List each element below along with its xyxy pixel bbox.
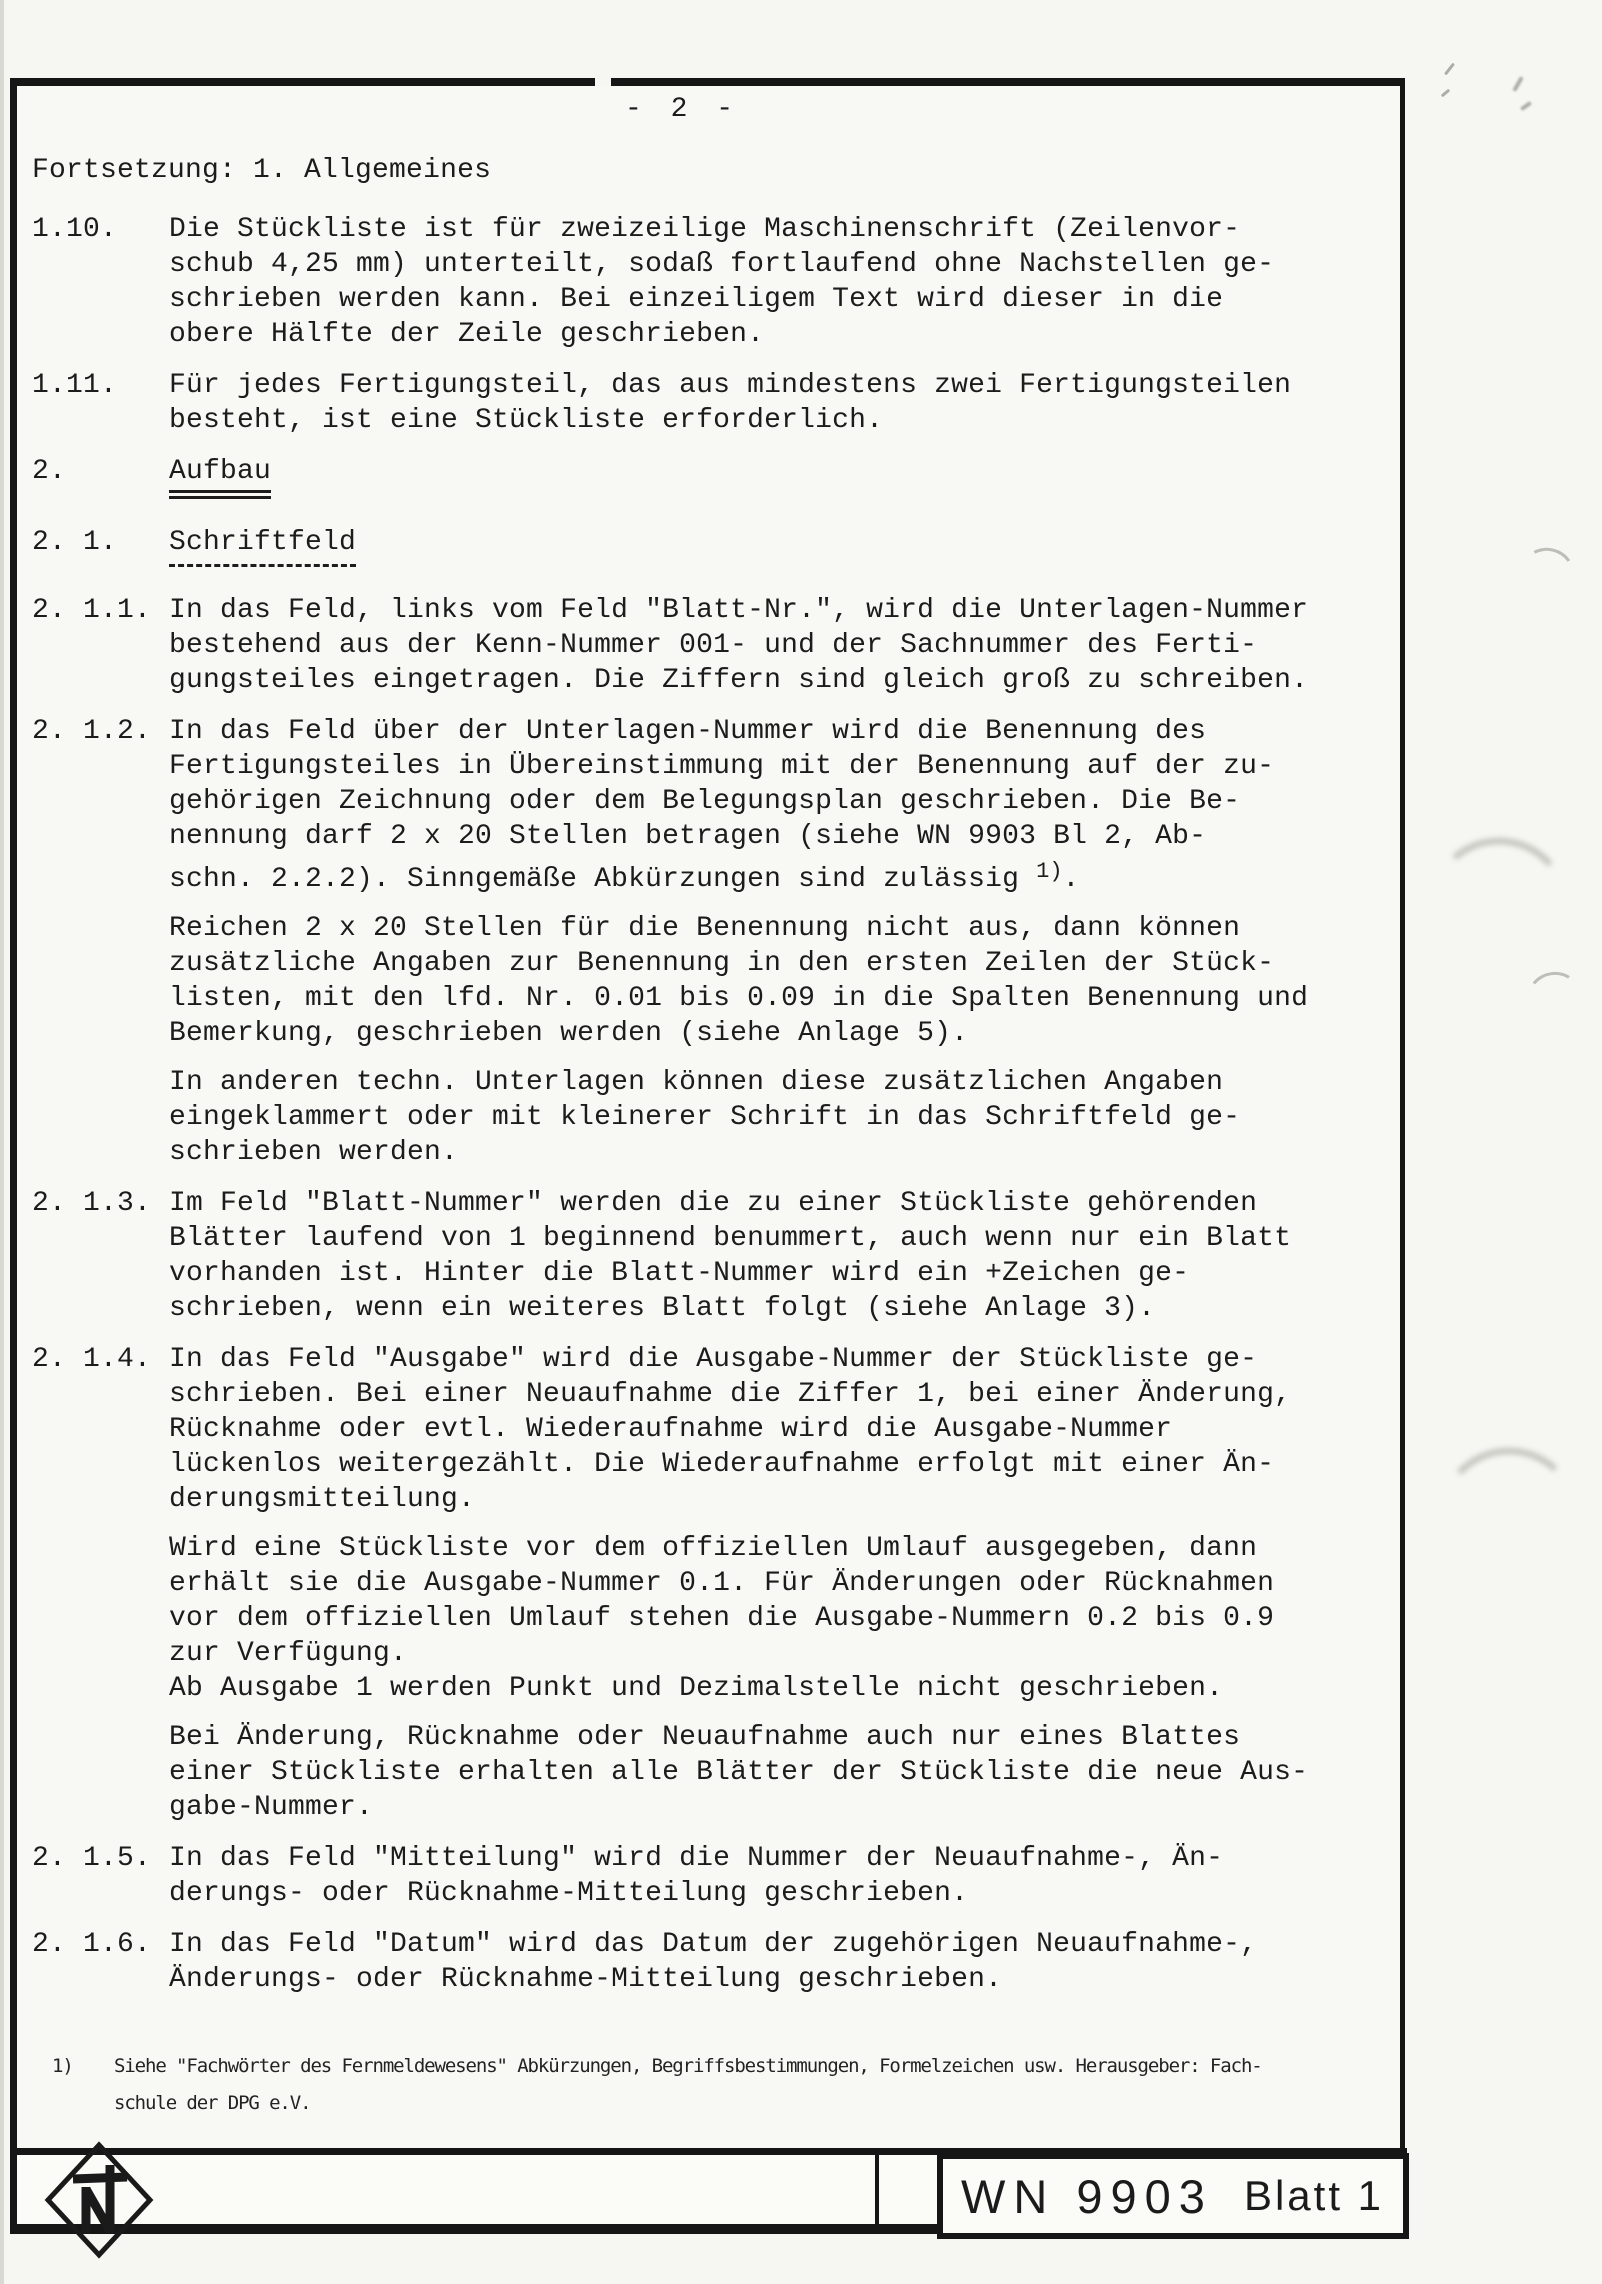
section-number: 2. 1.4. xyxy=(32,1344,152,1375)
doc-number-cell: WN 9903 xyxy=(937,2153,1237,2239)
footnote-reference: 1) xyxy=(1036,859,1063,884)
paragraph-text: Wird eine Stückliste vor dem offiziellen Umlauf ausgegeben, dann erhält sie die Ausgabe-Nummer 0.1. Für Änderungen oder Rücknahmen vor dem offiziellen Umlauf stehen die Ausgabe-Nummern 0.2 bis 0.9 zur Verfügung. Ab Ausgabe 1 werden Punkt und Dezimalstelle nicht geschrieben. xyxy=(169,1533,1275,1704)
footnote xyxy=(52,2048,1352,2122)
section xyxy=(32,454,1382,499)
pencil-mark xyxy=(1441,89,1451,98)
paragraph-text: Reichen 2 x 20 Stellen für die Benennung nicht aus, dann können zusätzliche Angaben zur Benennung in den ersten Zeilen der Stück- listen, mit den lfd. Nr. 0.01 bis 0.09 in die Spalten Benennung und Bemerkung, geschrieben werden (siehe Anlage 5). xyxy=(169,913,1309,1049)
section xyxy=(32,212,1382,352)
section xyxy=(32,593,1382,698)
section xyxy=(32,1186,1382,1326)
section-number: 1.10. xyxy=(32,214,118,245)
section-number: 2. 1.5. xyxy=(32,1843,152,1874)
page-number: - 2 - xyxy=(624,94,739,125)
scan-edge-shadow xyxy=(0,0,4,2284)
typed-content xyxy=(32,92,1382,2013)
section xyxy=(32,1927,1382,1997)
pencil-mark xyxy=(1520,101,1532,111)
footer-band xyxy=(10,2148,1407,2234)
page-curl-mark xyxy=(1524,968,1583,1022)
section-number: 2. 1.6. xyxy=(32,1929,152,1960)
paragraph-text: Bei Änderung, Rücknahme oder Neuaufnahme auch nur eines Blattes einer Stückliste erhalten alle Blätter der Stückliste die neue Aus- gabe-Nummer. xyxy=(169,1722,1309,1823)
section xyxy=(32,714,1382,1170)
section-body xyxy=(169,212,1382,352)
section-body xyxy=(169,525,1382,567)
section-number: 2. 1.2. xyxy=(32,716,152,747)
pencil-mark xyxy=(1444,63,1455,76)
page-curl-mark xyxy=(1517,542,1579,599)
section xyxy=(32,1342,1382,1825)
footnote-marker: 1) xyxy=(52,2055,73,2077)
punch-hole-artifact xyxy=(1423,833,1575,985)
section xyxy=(32,525,1382,567)
paragraph-text: In das Feld, links vom Feld "Blatt-Nr.", wird die Unterlagen-Nummer bestehend aus der Kenn-Nummer 001- und der Sachnummer des Ferti- gungsteiles eingetragen. Die Ziffern sind gleich groß zu schreiben. xyxy=(169,595,1309,696)
section-body xyxy=(169,454,1382,499)
pencil-mark xyxy=(1512,76,1523,92)
section-number: 1.11. xyxy=(32,370,118,401)
punch-hole-artifact xyxy=(1436,1446,1583,1593)
section-number: 2. 1.1. xyxy=(32,595,152,626)
paragraph-text: In das Feld über der Unterlagen-Nummer wird die Benennung des Fertigungsteiles in Übereinstimmung mit der Benennung auf der zu- gehörigen Zeichnung oder dem Belegungsplan geschrieben. Die Be- nennung darf 2 x 20 Stellen betragen (siehe WN 9903 Bl 2, Ab- schn. 2.2.2). Sinngemäße Abkürzungen sind zulässig $^{1)}$. xyxy=(169,716,1275,895)
sheet-number-cell: Blatt 1 xyxy=(1225,2153,1409,2239)
footnote-line: Siehe "Fachwörter des Fernmeldewesens" Abkürzungen, Begriffsbestimmungen, Formelzeichen usw. Herausgeber: Fach- xyxy=(114,2055,1262,2077)
footer-divider xyxy=(875,2155,879,2224)
footnote-text xyxy=(114,2048,1262,2122)
section-body xyxy=(169,714,1382,1170)
continuation-heading: Fortsetzung: 1. Allgemeines xyxy=(32,155,492,186)
border-gap-artifact xyxy=(595,78,611,86)
section-body xyxy=(169,1841,1382,1911)
section-number: 2. xyxy=(32,456,67,487)
section-heading: Schriftfeld xyxy=(169,525,356,567)
section xyxy=(32,368,1382,438)
section-number: 2. 1.3. xyxy=(32,1188,152,1219)
section-body xyxy=(169,1342,1382,1825)
tn-diamond-logo-icon xyxy=(43,2141,155,2264)
paragraph-text: In das Feld "Ausgabe" wird die Ausgabe-Nummer der Stückliste ge- schrieben. Bei einer Neuaufnahme die Ziffer 1, bei einer Änderung, Rücknahme oder evtl. Wiederaufnahme wird die Ausgabe-Nummer lückenlos weitergezählt. Die Wiederaufnahme erfolgt mit einer Än- derungsmitteilung. xyxy=(169,1344,1292,1515)
paragraph-text: Im Feld "Blatt-Nummer" werden die zu einer Stückliste gehörenden Blätter laufend von 1 beginnend benummert, auch wenn nur ein Blatt vorhanden ist. Hinter die Blatt-Nummer wird ein +Zeichen ge- schrieben, wenn ein weiteres Blatt folgt (siehe Anlage 3). xyxy=(169,1188,1292,1324)
paragraph-text: In das Feld "Datum" wird das Datum der zugehörigen Neuaufnahme-, Änderungs- oder Rücknahme-Mitteilung geschrieben. xyxy=(169,1929,1258,1995)
paragraph-text: In anderen techn. Unterlagen können diese zusätzlichen Angaben eingeklammert oder mit kleinerer Schrift in das Schriftfeld ge- schrieben werden. xyxy=(169,1067,1241,1168)
paragraph-text: In das Feld "Mitteilung" wird die Nummer der Neuaufnahme-, Än- derungs- oder Rücknahme-Mitteilung geschrieben. xyxy=(169,1843,1224,1909)
section-body xyxy=(169,1927,1382,1997)
section-number: 2. 1. xyxy=(32,527,118,558)
sections-container xyxy=(32,212,1382,1997)
paragraph-text: Die Stückliste ist für zweizeilige Maschinenschrift (Zeilenvor- schub 4,25 mm) unterteilt, sodaß fortlaufend ohne Nachstellen ge- schrieben werden kann. Bei einzeiligem Text wird dieser in die obere Hälfte der Zeile geschrieben. xyxy=(169,214,1275,350)
paragraph-text: Für jedes Fertigungsteil, das aus mindestens zwei Fertigungsteilen besteht, ist eine Stückliste erforderlich. xyxy=(169,370,1292,436)
section-body xyxy=(169,368,1382,438)
section-body xyxy=(169,593,1382,698)
section-body xyxy=(169,1186,1382,1326)
section xyxy=(32,1841,1382,1911)
footnote-line: schule der DPG e.V. xyxy=(114,2092,311,2114)
section-heading: Aufbau xyxy=(169,454,271,499)
